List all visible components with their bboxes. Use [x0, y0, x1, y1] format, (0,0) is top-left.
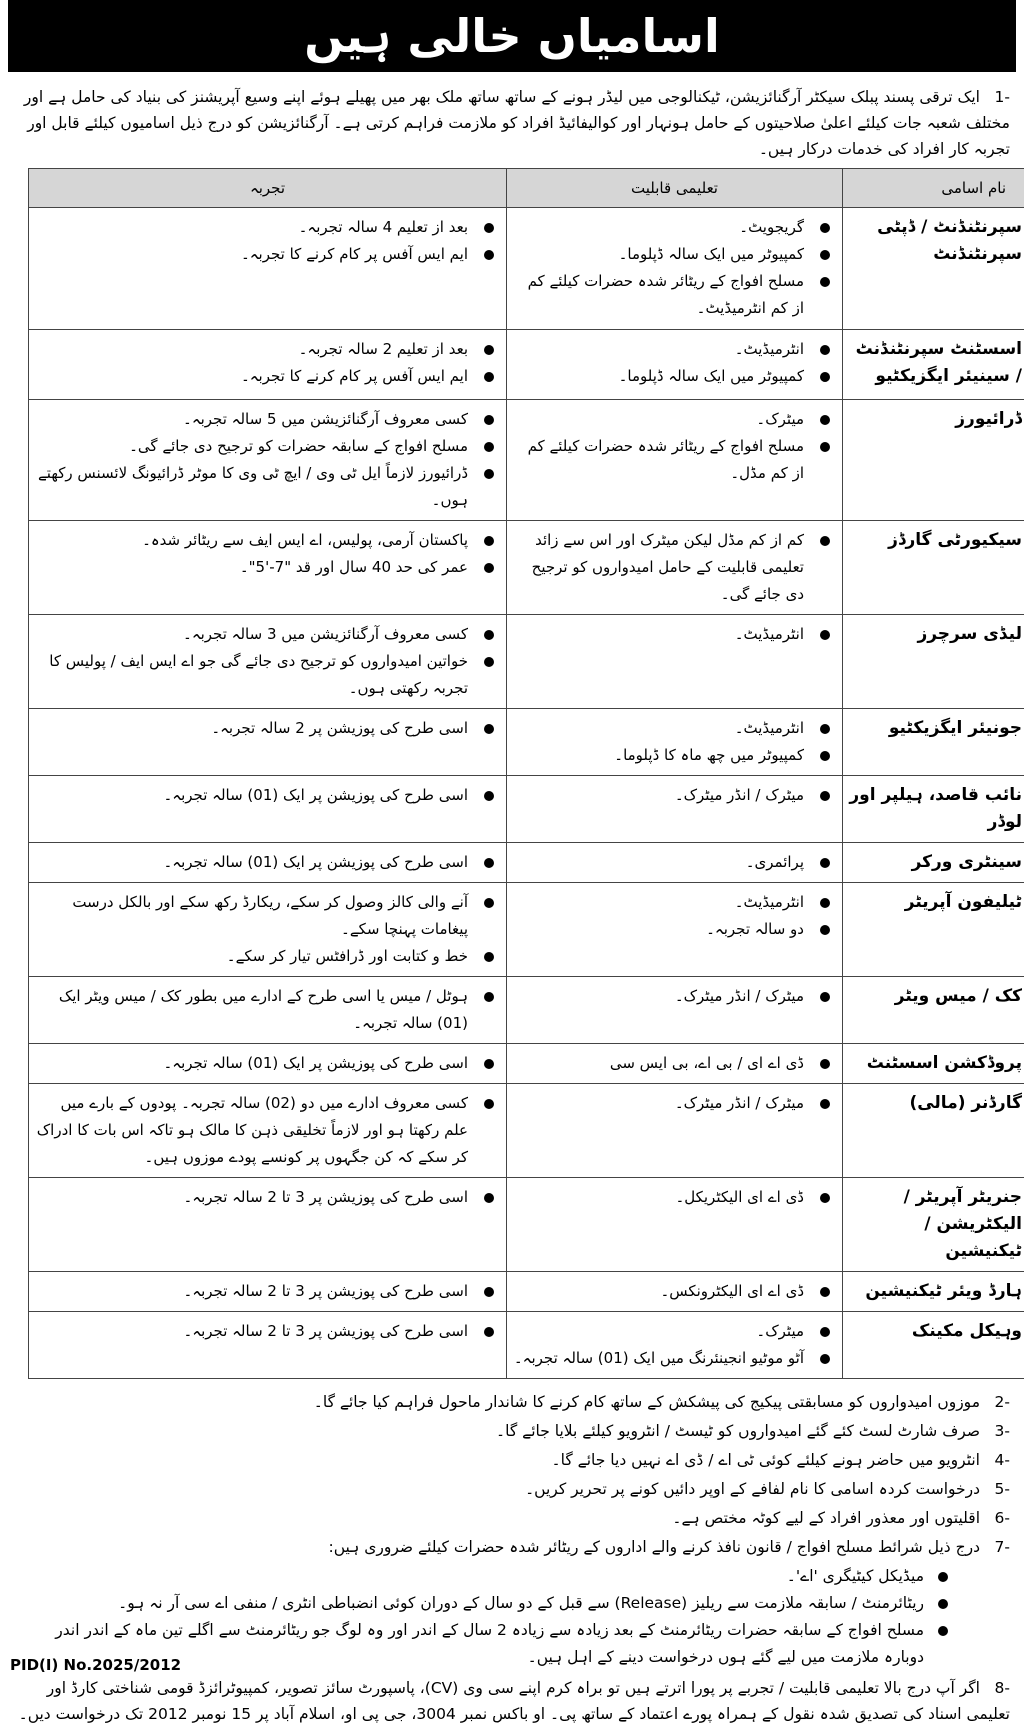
term-item-8	[14, 1675, 1010, 1727]
condition-item: میڈیکل کیٹیگری 'اے'۔	[14, 1563, 950, 1590]
table-row	[29, 977, 1024, 1044]
term-text: درخواست کردہ اسامی کا نام لفافے کے اوپر دائیں کونے پر تحریر کریں۔	[525, 1480, 980, 1498]
bullet-item: مسلح افواج کے سابقہ حضرات کو ترجیح دی جائے گی۔	[35, 433, 500, 460]
bullet-list	[35, 621, 500, 702]
bullet-item: عمر کی حد 40 سال اور قد "7-'5"۔	[35, 554, 500, 581]
post-name-cell: سیکیورٹی گارڈز	[843, 521, 1024, 615]
bullet-list	[35, 1184, 500, 1211]
bullet-list	[513, 1050, 836, 1077]
pid-reference: PID(I) No.2025/2012	[10, 1656, 181, 1674]
bullet-list	[513, 406, 836, 487]
bullet-item: کسی معروف آرگنائزیشن میں 3 سالہ تجربہ۔	[35, 621, 500, 648]
post-name-cell: نائب قاصد، ہیلپر اور لوڈر	[843, 776, 1024, 843]
bullet-list	[35, 1050, 500, 1077]
bullet-list	[513, 214, 836, 322]
table-row	[29, 330, 1024, 400]
qualification-cell	[507, 1084, 843, 1178]
bullet-item: ہوٹل / میس یا اسی طرح کے ادارے میں بطور کک / میس ویٹر ایک (01) سالہ تجربہ۔	[35, 983, 500, 1037]
bullet-list	[35, 1318, 500, 1345]
bullet-item: میٹرک / انڈر میٹرک۔	[513, 782, 836, 809]
bullet-item: میٹرک / انڈر میٹرک۔	[513, 983, 836, 1010]
term-item-5	[14, 1476, 1010, 1502]
bullet-item: مسلح افواج کے ریٹائر شدہ حضرات کیلئے کم از کم مڈل۔	[513, 433, 836, 487]
table-row	[29, 883, 1024, 977]
bullet-item: مسلح افواج کے ریٹائر شدہ حضرات کیلئے کم از کم انٹرمیڈیٹ۔	[513, 268, 836, 322]
post-name-cell: جنریٹر آپریٹر / الیکٹریشن / ٹیکنیشین	[843, 1178, 1024, 1272]
term-number: 4-	[986, 1447, 1010, 1473]
bullet-list	[513, 849, 836, 876]
intro-paragraph	[8, 72, 1016, 162]
bullet-item: ڈی اے ای / بی اے، بی ایس سی	[513, 1050, 836, 1077]
bullet-item: اسی طرح کی پوزیشن پر 3 تا 2 سالہ تجربہ۔	[35, 1278, 500, 1305]
qualification-cell	[507, 843, 843, 883]
term-text: درج ذیل شرائط مسلح افواج / قانون نافذ کرنے والے اداروں کے ریٹائر شدہ حضرات کیلئے ضروری ہیں:	[329, 1538, 980, 1556]
terms-list	[14, 1389, 1010, 1560]
bullet-item: گریجویٹ۔	[513, 214, 836, 241]
qualification-cell	[507, 1178, 843, 1272]
qualification-cell	[507, 615, 843, 709]
qualification-cell	[507, 977, 843, 1044]
bullet-item: بعد از تعلیم 2 سالہ تجربہ۔	[35, 336, 500, 363]
table-row	[29, 709, 1024, 776]
bullet-item: کمپیوٹر میں ایک سالہ ڈپلوما۔	[513, 241, 836, 268]
term-item-6	[14, 1505, 1010, 1531]
term-item-4	[14, 1447, 1010, 1473]
bullet-list	[35, 983, 500, 1037]
bullet-item: خط و کتابت اور ڈرافٹس تیار کر سکے۔	[35, 943, 500, 970]
bullet-item: کسی معروف ادارے میں دو (02) سالہ تجربہ۔ پودوں کے بارے میں علم رکھتا ہو اور لازماً تخلیقی ذہن کا مالک ہو تاکہ اس بات کا ادراک کر سکے کہ کن جگہوں پر کونسے پودے موزوں ہیں۔	[35, 1090, 500, 1171]
post-name-cell: کک / میس ویٹر	[843, 977, 1024, 1044]
bullet-item: کمپیوٹر میں ایک سالہ ڈپلوما۔	[513, 363, 836, 390]
qualification-cell	[507, 1044, 843, 1084]
intro-number: 1-	[986, 84, 1010, 110]
bullet-item: ڈرائیورز لازماً ایل ٹی وی / ایچ ٹی وی کا موٹر ڈرائیونگ لائسنس رکھتے ہوں۔	[35, 460, 500, 514]
experience-cell	[29, 1178, 507, 1272]
experience-cell	[29, 400, 507, 521]
post-name-cell: لیڈی سرچرز	[843, 615, 1024, 709]
experience-cell	[29, 843, 507, 883]
retired-conditions-list	[14, 1563, 1010, 1671]
condition-item: ریٹائرمنٹ / سابقہ ملازمت سے ریلیز (Release) سے قبل کے دو سال کے دوران کوئی انضباطی انٹری / منفی اے سی آر نہ ہو۔	[14, 1590, 950, 1617]
experience-cell	[29, 883, 507, 977]
bullet-list	[35, 849, 500, 876]
qualification-cell	[507, 208, 843, 330]
bullet-item: اسی طرح کی پوزیشن پر ایک (01) سالہ تجربہ۔	[35, 782, 500, 809]
bullet-item: اسی طرح کی پوزیشن پر 3 تا 2 سالہ تجربہ۔	[35, 1318, 500, 1345]
term-number: 3-	[986, 1418, 1010, 1444]
term-text: موزوں امیدواروں کو مسابقتی پیکیج کی پیشکش کے ساتھ کام کرنے کا شاندار ماحول فراہم کیا جائے گا۔	[314, 1393, 980, 1411]
bullet-item: آٹو موٹیو انجینئرنگ میں ایک (01) سالہ تجربہ۔	[513, 1345, 836, 1372]
bullet-list	[513, 621, 836, 648]
bullet-item: انٹرمیڈیٹ۔	[513, 621, 836, 648]
bullet-item: انٹرمیڈیٹ۔	[513, 336, 836, 363]
bullet-item: ایم ایس آفس پر کام کرنے کا تجربہ۔	[35, 241, 500, 268]
bullet-item: اسی طرح کی پوزیشن پر ایک (01) سالہ تجربہ۔	[35, 849, 500, 876]
qualification-cell	[507, 400, 843, 521]
experience-cell	[29, 330, 507, 400]
bullet-list	[35, 406, 500, 514]
bullet-list	[513, 715, 836, 769]
table-row	[29, 1178, 1024, 1272]
table-row	[29, 1044, 1024, 1084]
table-row	[29, 400, 1024, 521]
post-name-cell: گارڈنر (مالی)	[843, 1084, 1024, 1178]
bullet-item: کسی معروف آرگنائزیشن میں 5 سالہ تجربہ۔	[35, 406, 500, 433]
bullet-list	[513, 336, 836, 390]
vacancies-table	[28, 168, 1024, 1379]
bullet-item: ایم ایس آفس پر کام کرنے کا تجربہ۔	[35, 363, 500, 390]
term-number: 6-	[986, 1505, 1010, 1531]
term-text: انٹرویو میں حاضر ہونے کیلئے کوئی ٹی اے / ڈی اے نہیں دیا جائے گا۔	[552, 1451, 980, 1469]
bullet-list	[513, 983, 836, 1010]
bullet-item: انٹرمیڈیٹ۔	[513, 889, 836, 916]
qualification-cell	[507, 1272, 843, 1312]
table-row	[29, 208, 1024, 330]
qualification-cell	[507, 776, 843, 843]
term-text: اگر آپ درج بالا تعلیمی قابلیت / تجربے پر پورا اترتے ہیں تو براہ کرم اپنے سی وی (CV)، پاسپورٹ سائز تصویر، کمپیوٹرائزڈ قومی شناختی کارڈ اور تعلیمی اسناد کی تصدیق شدہ نقول کے ہمراہ پورے اعتماد کے ساتھ پی۔ او باکس نمبر 3004، جی پی او، اسلام آباد پر 15 نومبر 2012 تک درخواست دیں۔	[19, 1679, 1010, 1723]
bullet-list	[513, 889, 836, 943]
bullet-item: پرائمری۔	[513, 849, 836, 876]
bullet-list	[513, 527, 836, 608]
bullet-item: میٹرک۔	[513, 1318, 836, 1345]
bullet-list	[35, 1278, 500, 1305]
term-number: 7-	[986, 1534, 1010, 1560]
bullet-list	[35, 527, 500, 581]
post-name-cell: سینٹری ورکر	[843, 843, 1024, 883]
bullet-item: ڈی اے ای الیکٹرونکس۔	[513, 1278, 836, 1305]
table-row	[29, 1084, 1024, 1178]
term-item-7	[14, 1534, 1010, 1560]
qualification-cell	[507, 521, 843, 615]
experience-cell	[29, 208, 507, 330]
bullet-item: آنے والی کالز وصول کر سکے، ریکارڈ رکھ سکے اور بالکل درست پیغامات پہنچا سکے۔	[35, 889, 500, 943]
table-row	[29, 776, 1024, 843]
header-experience: تجربہ	[29, 169, 507, 208]
bullet-item: اسی طرح کی پوزیشن پر ایک (01) سالہ تجربہ۔	[35, 1050, 500, 1077]
post-name-cell: وہیکل مکینک	[843, 1312, 1024, 1379]
bullet-list	[513, 1090, 836, 1117]
experience-cell	[29, 1312, 507, 1379]
term-number: 8-	[986, 1675, 1010, 1701]
table-row	[29, 615, 1024, 709]
table-header-row	[29, 169, 1024, 208]
intro-text: ایک ترقی پسند پبلک سیکٹر آرگنائزیشن، ٹیکنالوجی میں لیڈر ہونے کے ساتھ ساتھ ملک بھر میں پھیلے ہوئے اپنے وسیع آپریشنز کی بنیاد کی حامل ہے اور مختلف شعبہ جات کیلئے اعلیٰ صلاحیتوں کے حامل ہونہار اور کوالیفائیڈ افراد کو ملازمت فراہم کرتی ہے۔ آرگنائزیشن کو درج ذیل اسامیوں کیلئے قابل اور تجربہ کار افراد کی خدمات درکار ہیں۔	[24, 88, 1010, 158]
post-name-cell: ڈرائیورز	[843, 400, 1024, 521]
bullet-list	[35, 214, 500, 268]
bullet-item: ڈی اے ای الیکٹریکل۔	[513, 1184, 836, 1211]
experience-cell	[29, 615, 507, 709]
experience-cell	[29, 521, 507, 615]
term-number: 2-	[986, 1389, 1010, 1415]
bullet-item: بعد از تعلیم 4 سالہ تجربہ۔	[35, 214, 500, 241]
table-row	[29, 1312, 1024, 1379]
post-name-cell: اسسٹنٹ سپرنٹنڈنٹ / سینیئر ایگزیکٹیو	[843, 330, 1024, 400]
condition-item: مسلح افواج کے سابقہ حضرات ریٹائرمنٹ کے بعد زیادہ سے زیادہ 2 سال کے اندر اور وہ لوگ جو ریٹائرمنٹ سے اگلے تین ماہ کے اندر اندر دوبارہ ملازمت میں لیے گئے ہوں درخواست دینے کے اہل ہیں۔	[14, 1617, 950, 1671]
bullet-item: میٹرک۔	[513, 406, 836, 433]
post-name-cell: پروڈکشن اسسٹنٹ	[843, 1044, 1024, 1084]
bullet-list	[35, 889, 500, 970]
term-text: صرف شارٹ لسٹ کئے گئے امیدواروں کو ٹیسٹ / انٹرویو کیلئے بلایا جائے گا۔	[496, 1422, 980, 1440]
post-name-cell: ہارڈ ویئر ٹیکنیشین	[843, 1272, 1024, 1312]
table-row	[29, 1272, 1024, 1312]
bullet-item: میٹرک / انڈر میٹرک۔	[513, 1090, 836, 1117]
header-qualification: تعلیمی قابلیت	[507, 169, 843, 208]
term-item-3	[14, 1418, 1010, 1444]
qualification-cell	[507, 1312, 843, 1379]
experience-cell	[29, 1044, 507, 1084]
term-number: 5-	[986, 1476, 1010, 1502]
experience-cell	[29, 1084, 507, 1178]
bullet-list	[513, 782, 836, 809]
qualification-cell	[507, 330, 843, 400]
table-row	[29, 521, 1024, 615]
experience-cell	[29, 1272, 507, 1312]
table-row	[29, 843, 1024, 883]
qualification-cell	[507, 883, 843, 977]
bullet-item: اسی طرح کی پوزیشن پر 3 تا 2 سالہ تجربہ۔	[35, 1184, 500, 1211]
qualification-cell	[507, 709, 843, 776]
headline-banner: اسامیاں خالی ہیں	[8, 0, 1016, 72]
bullet-list	[513, 1184, 836, 1211]
bullet-list	[35, 336, 500, 390]
post-name-cell: جونیئر ایگزیکٹیو	[843, 709, 1024, 776]
bullet-list	[513, 1278, 836, 1305]
table-body	[29, 208, 1024, 1379]
term-text: اقلیتوں اور معذور افراد کے لیے کوٹہ مختص ہے۔	[672, 1509, 980, 1527]
bullet-item: کم از کم مڈل لیکن میٹرک اور اس سے زائد تعلیمی قابلیت کے حامل امیدواروں کو ترجیح دی جائے گی۔	[513, 527, 836, 608]
experience-cell	[29, 977, 507, 1044]
experience-cell	[29, 776, 507, 843]
post-name-cell: ٹیلیفون آپریٹر	[843, 883, 1024, 977]
experience-cell	[29, 709, 507, 776]
terms-section	[8, 1389, 1016, 1727]
term-item-2	[14, 1389, 1010, 1415]
bullet-item: کمپیوٹر میں چھ ماہ کا ڈپلوما۔	[513, 742, 836, 769]
post-name-cell: سپرنٹنڈنٹ / ڈپٹی سپرنٹنڈنٹ	[843, 208, 1024, 330]
bullet-item: خواتین امیدواروں کو ترجیح دی جائے گی جو اے ایس ایف / پولیس کا تجربہ رکھتی ہوں۔	[35, 648, 500, 702]
bullet-item: پاکستان آرمی، پولیس، اے ایس ایف سے ریٹائر شدہ۔	[35, 527, 500, 554]
bullet-list	[513, 1318, 836, 1372]
bullet-list	[35, 1090, 500, 1171]
bullet-list	[35, 715, 500, 742]
bullet-list	[35, 782, 500, 809]
bullet-item: انٹرمیڈیٹ۔	[513, 715, 836, 742]
bullet-item: دو سالہ تجربہ۔	[513, 916, 836, 943]
bullet-item: اسی طرح کی پوزیشن پر 2 سالہ تجربہ۔	[35, 715, 500, 742]
header-post: نام اسامی	[843, 169, 1024, 208]
